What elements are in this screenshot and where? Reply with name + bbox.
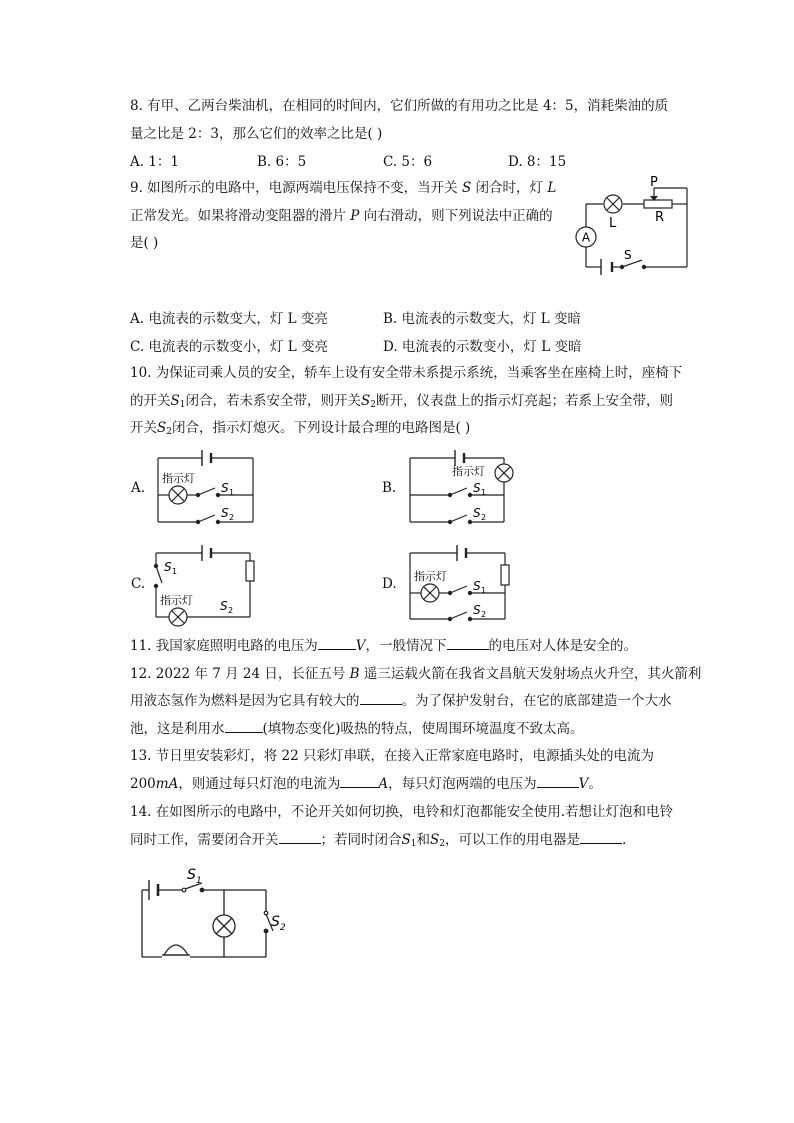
q9-lamp-icon (604, 195, 622, 213)
q10-option-d-label: D. (382, 576, 397, 592)
q14-s2-sub: 2 (280, 923, 286, 933)
q10d-s1-label: S (473, 579, 481, 593)
q10-line1: 10. 为保证司乘人员的安全，轿车上设有安全带未系提示系统，当乘客坐在座椅上时，座椅下 (130, 365, 683, 381)
q14-line2: 同时工作，需要闭合开关 ；若同时闭合$S_1$和$S_2$，可以工作的用电器是 . (130, 832, 627, 849)
q9-option-b: B. 电流表的示数变大，灯 L 变暗 (383, 311, 582, 327)
q9-battery-icon (601, 259, 612, 275)
q9-label-l: L (609, 216, 617, 231)
q10a-lamp-icon (169, 486, 187, 504)
q9-option-c: C. 电流表的示数变小，灯 L 变亮 (130, 339, 328, 355)
q14-lamp-icon (213, 915, 235, 937)
q11-line: 11. 我国家庭照明电路的电压为 V，一般情况下 的电压对人体是安全的。 (130, 638, 638, 654)
q9-label-p: P (650, 175, 658, 190)
q14-blank-1[interactable] (279, 831, 321, 844)
q14-s2-label: S (271, 914, 280, 930)
q10d-lamp-icon (421, 584, 439, 602)
q10c-s2-sub: 2 (228, 606, 234, 615)
q10a-s1-sub: 1 (229, 488, 235, 497)
q12-blank-2[interactable] (225, 720, 263, 733)
q10c-s1-sub: 1 (172, 567, 178, 576)
q14-line1: 14. 在如图所示的电路中，不论开关如何切换，电铃和灯泡都能安全使用.若想让灯泡和电铃 (130, 804, 674, 820)
q13-line2: 200mA，则通过每只灯泡的电流为 A，每只灯泡两端的电压为 V。 (130, 776, 602, 792)
q14-s1-sub: 1 (196, 876, 202, 886)
q10a-indicator-label: 指示灯 (162, 472, 195, 485)
q10c-resistor-icon (246, 561, 254, 581)
q8-option-a: A. 1：1 (130, 154, 180, 170)
q14-battery-icon (149, 880, 158, 900)
q10c-s2-label: S (220, 599, 228, 613)
q10-circuit-c (154, 543, 259, 623)
q9-line1: 9. 如图所示的电路中，电源两端电压保持不变，当开关 S 闭合时，灯 L (130, 180, 557, 196)
q8-line1: 8. 有甲、乙两台柴油机，在相同的时间内，它们所做的有用功之比是 4：5，消耗柴油的质 (130, 98, 669, 114)
q9-line3: 是( ) (130, 235, 159, 251)
q10-circuit-d (409, 543, 514, 623)
q9-ammeter-label: A (581, 230, 591, 245)
q9-line2: 正常发光。如果将滑动变阻器的滑片 P 向右滑动，则下列说法中正确的 (130, 208, 553, 224)
q10b-s1-label: S (473, 481, 481, 495)
q14-circuit-diagram (138, 865, 298, 965)
q12-line3: 池，这是利用水 (填物态变化)吸热的特点，使周围环境温度不致太高。 (130, 721, 584, 737)
q10-option-b-label: B. (382, 480, 397, 496)
q10-line2: 的开关$S_1$闭合，若未系安全带，则开关$S_2$断开，仪表盘上的指示灯亮起；若系上安全带，则 (130, 393, 673, 410)
q11-blank-2[interactable] (447, 637, 489, 650)
q10d-s1-sub: 1 (481, 586, 487, 595)
q10-circuit-b (409, 448, 519, 524)
q13-line1: 13. 节日里安装彩灯，将 22 只彩灯串联，在接入正常家庭电路时，电源插头处的电流为 (130, 748, 655, 764)
q14-s1-label: S (187, 867, 196, 883)
q10-option-a-label: A. (131, 480, 146, 496)
q8-line2: 量之比是 2：3，那么它们的效率之比是( ) (130, 126, 383, 142)
q10d-s2-sub: 2 (481, 610, 487, 619)
q12-line1: 12. 2022 年 7 月 24 日，长征五号 B 遥三运载火箭在我省文昌航天发射场点火升空，其火箭利 (130, 666, 702, 682)
q8-option-b: B. 6：5 (257, 154, 307, 170)
q14-bell-icon (162, 945, 190, 955)
q12-blank-1[interactable] (360, 692, 402, 705)
q9-option-a: A. 电流表的示数变大，灯 L 变亮 (130, 311, 328, 327)
q9-circuit-diagram (570, 175, 695, 275)
q10b-s1-sub: 1 (481, 488, 487, 497)
q10a-s1-label: S (221, 481, 229, 495)
q9-option-d: D. 电流表的示数变小，灯 L 变暗 (383, 339, 582, 355)
q11-blank-1[interactable] (318, 637, 356, 650)
q10c-indicator-label: 指示灯 (160, 594, 193, 607)
q8-option-c: C. 5：6 (383, 154, 433, 170)
q9-label-r: R (655, 210, 665, 225)
q9-rheostat-icon (644, 200, 672, 208)
q10c-lamp-icon (169, 608, 187, 626)
q10c-s1-label: S (164, 560, 172, 574)
q8-option-d: D. 8：15 (508, 154, 567, 170)
q10-option-c-label: C. (131, 576, 146, 592)
q10a-s2-label: S (221, 506, 229, 520)
q10b-s2-sub: 2 (481, 513, 487, 522)
q10d-indicator-label: 指示灯 (414, 570, 447, 583)
q10b-s2-label: S (473, 506, 481, 520)
q13-blank-2[interactable] (537, 775, 579, 788)
q10-line3: 开关$S_2$闭合，指示灯熄灭。下列设计最合理的电路图是( ) (130, 420, 471, 437)
q12-line2: 用液态氢作为燃料是因为它具有较大的 。为了保护发射台，在它的底部建造一个大水 (130, 693, 672, 709)
q10-circuit-a (157, 448, 257, 524)
q10a-s2-sub: 2 (229, 513, 235, 522)
q10d-resistor-icon (501, 565, 509, 585)
q9-label-s: S (624, 248, 632, 262)
q10b-lamp-icon (495, 464, 513, 482)
q10d-s2-label: S (473, 603, 481, 617)
q13-blank-1[interactable] (340, 775, 378, 788)
q10b-indicator-label: 指示灯 (452, 465, 485, 478)
q14-blank-2[interactable] (580, 831, 622, 844)
